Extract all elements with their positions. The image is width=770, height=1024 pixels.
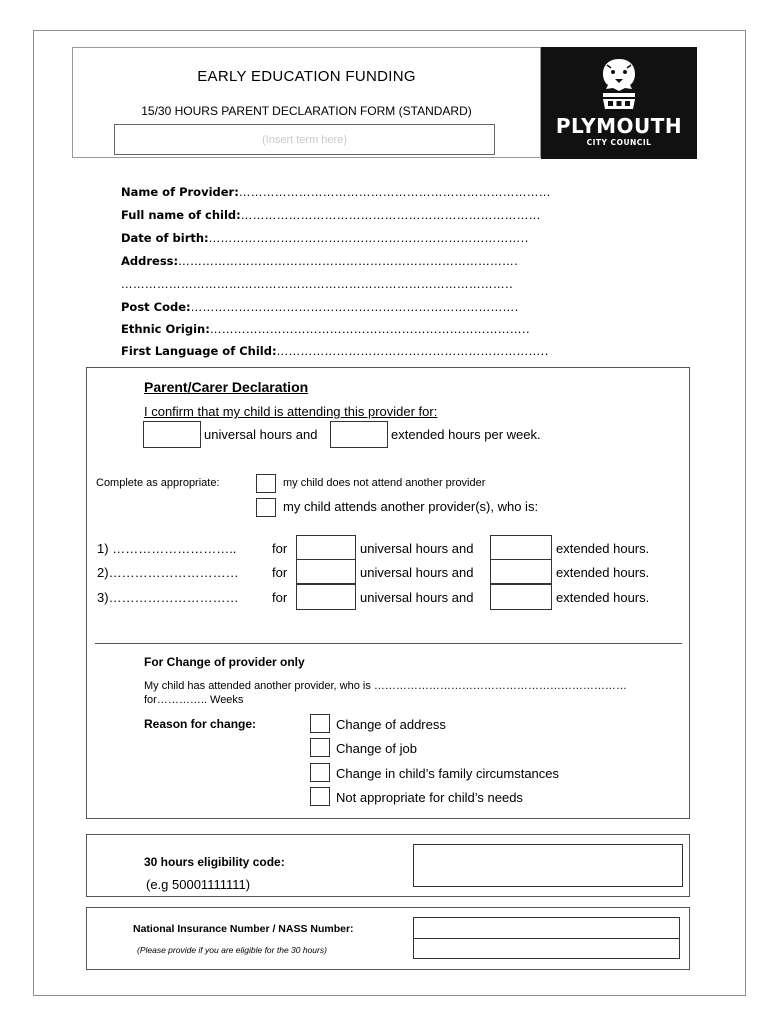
ni-note: (Please provide if you are eligible for the 30 hours) [137, 945, 327, 955]
row-number: 2) [97, 565, 109, 580]
reason-needs-label: Not appropriate for child’s needs [336, 790, 523, 805]
reason-job-checkbox[interactable] [310, 738, 330, 757]
reason-address-checkbox[interactable] [310, 714, 330, 733]
reason-family-checkbox[interactable] [310, 763, 330, 782]
complete-label: Complete as appropriate: [96, 477, 220, 489]
address-label: Address: [121, 254, 179, 268]
row2-extended-input[interactable] [490, 559, 552, 584]
attended-text[interactable]: My child has attended another provider, who is …………………………………………………………… [144, 680, 627, 692]
child-name-label: Full name of child: [121, 208, 241, 222]
declaration-heading: Parent/Carer Declaration [144, 379, 309, 395]
row-dots: ………………………… [108, 565, 239, 580]
provider-row-2[interactable] [97, 565, 239, 580]
dob-field[interactable] [121, 231, 529, 245]
row-extended: extended hours. [556, 565, 650, 580]
eligibility-code-input[interactable] [413, 844, 683, 887]
ni-number-input[interactable] [413, 917, 680, 939]
child-name-field[interactable] [121, 208, 541, 222]
provider-row-3[interactable] [97, 590, 239, 605]
postcode-dots: ………………………………………………………………………. [190, 300, 519, 314]
eligibility-example: (e.g 50001111111) [146, 877, 251, 892]
provider-label: Name of Provider: [121, 185, 239, 199]
ethnic-origin-label: Ethnic Origin: [121, 322, 210, 336]
address-line2-field[interactable] [121, 277, 513, 291]
eligibility-label: 30 hours eligibility code: [144, 855, 285, 869]
first-language-dots: ………………………………………………………….. [276, 344, 549, 358]
no-other-provider-label: my child does not attend another provider [283, 477, 486, 489]
row-extended: extended hours. [556, 590, 650, 605]
ethnic-origin-dots: …………………………………………………………………….. [209, 322, 531, 336]
reason-needs-checkbox[interactable] [310, 787, 330, 806]
lion-crest-icon [589, 55, 649, 113]
other-provider-label: my child attends another provider(s), who is: [283, 499, 539, 514]
extended-hours-label: extended hours per week. [391, 427, 541, 442]
provider-row-1[interactable] [97, 541, 236, 556]
row3-universal-input[interactable] [296, 584, 356, 610]
row1-extended-input[interactable] [490, 535, 552, 560]
nass-number-input[interactable] [413, 938, 680, 959]
row-for: for [272, 590, 288, 605]
no-other-provider-checkbox[interactable] [256, 474, 276, 493]
row-dots: ………………………… [108, 590, 239, 605]
section-divider [95, 643, 682, 644]
row-for: for [272, 541, 288, 556]
weeks-text[interactable]: for………….. Weeks [144, 694, 244, 706]
first-language-label: First Language of Child: [121, 344, 277, 358]
row1-universal-input[interactable] [296, 535, 356, 560]
reason-address-label: Change of address [336, 717, 446, 732]
dob-dots: …………………………………………………………………….. [208, 231, 529, 245]
row-extended: extended hours. [556, 541, 650, 556]
council-logo [541, 47, 697, 159]
logo-name: PLYMOUTH [555, 114, 683, 138]
change-heading: For Change of provider only [144, 655, 305, 669]
reason-label: Reason for change: [144, 717, 257, 731]
row-universal: universal hours and [360, 590, 474, 605]
row2-universal-input[interactable] [296, 559, 356, 584]
row-universal: universal hours and [360, 541, 474, 556]
postcode-field[interactable] [121, 300, 519, 314]
row-for: for [272, 565, 288, 580]
ni-label: National Insurance Number / NASS Number: [133, 923, 354, 935]
reason-job-label: Change of job [336, 741, 417, 756]
row-number: 3) [97, 590, 109, 605]
row-number: 1) [97, 541, 109, 556]
provider-field[interactable] [121, 185, 551, 199]
extended-hours-input[interactable] [330, 421, 388, 448]
row-universal: universal hours and [360, 565, 474, 580]
postcode-label: Post Code: [121, 300, 191, 314]
dob-label: Date of birth: [121, 231, 209, 245]
address-field[interactable] [121, 254, 518, 268]
child-name-dots: ………………………………………………………………… [240, 208, 541, 222]
form-subtitle: 15/30 HOURS PARENT DECLARATION FORM (STANDARD) [141, 104, 472, 118]
form-title: EARLY EDUCATION FUNDING [197, 68, 416, 85]
logo-subtitle: CITY COUNCIL [586, 138, 652, 147]
address-dots: …………………………………………………………………………. [178, 254, 519, 268]
universal-hours-input[interactable] [143, 421, 201, 448]
address-line2-dots: …………………………………………………………………………………….. [121, 277, 514, 291]
ethnic-origin-field[interactable] [121, 322, 530, 336]
first-language-field[interactable] [121, 344, 549, 358]
other-provider-checkbox[interactable] [256, 498, 276, 517]
row-dots: ……………………….. [112, 541, 237, 556]
confirm-text: I confirm that my child is attending this provider for: [144, 404, 438, 419]
universal-hours-label: universal hours and [204, 427, 318, 442]
row3-extended-input[interactable] [490, 584, 552, 610]
term-input[interactable]: (Insert term here) [114, 124, 495, 155]
reason-family-label: Change in child’s family circumstances [336, 766, 560, 781]
provider-dots: …………………………………………………………………… [238, 185, 551, 199]
